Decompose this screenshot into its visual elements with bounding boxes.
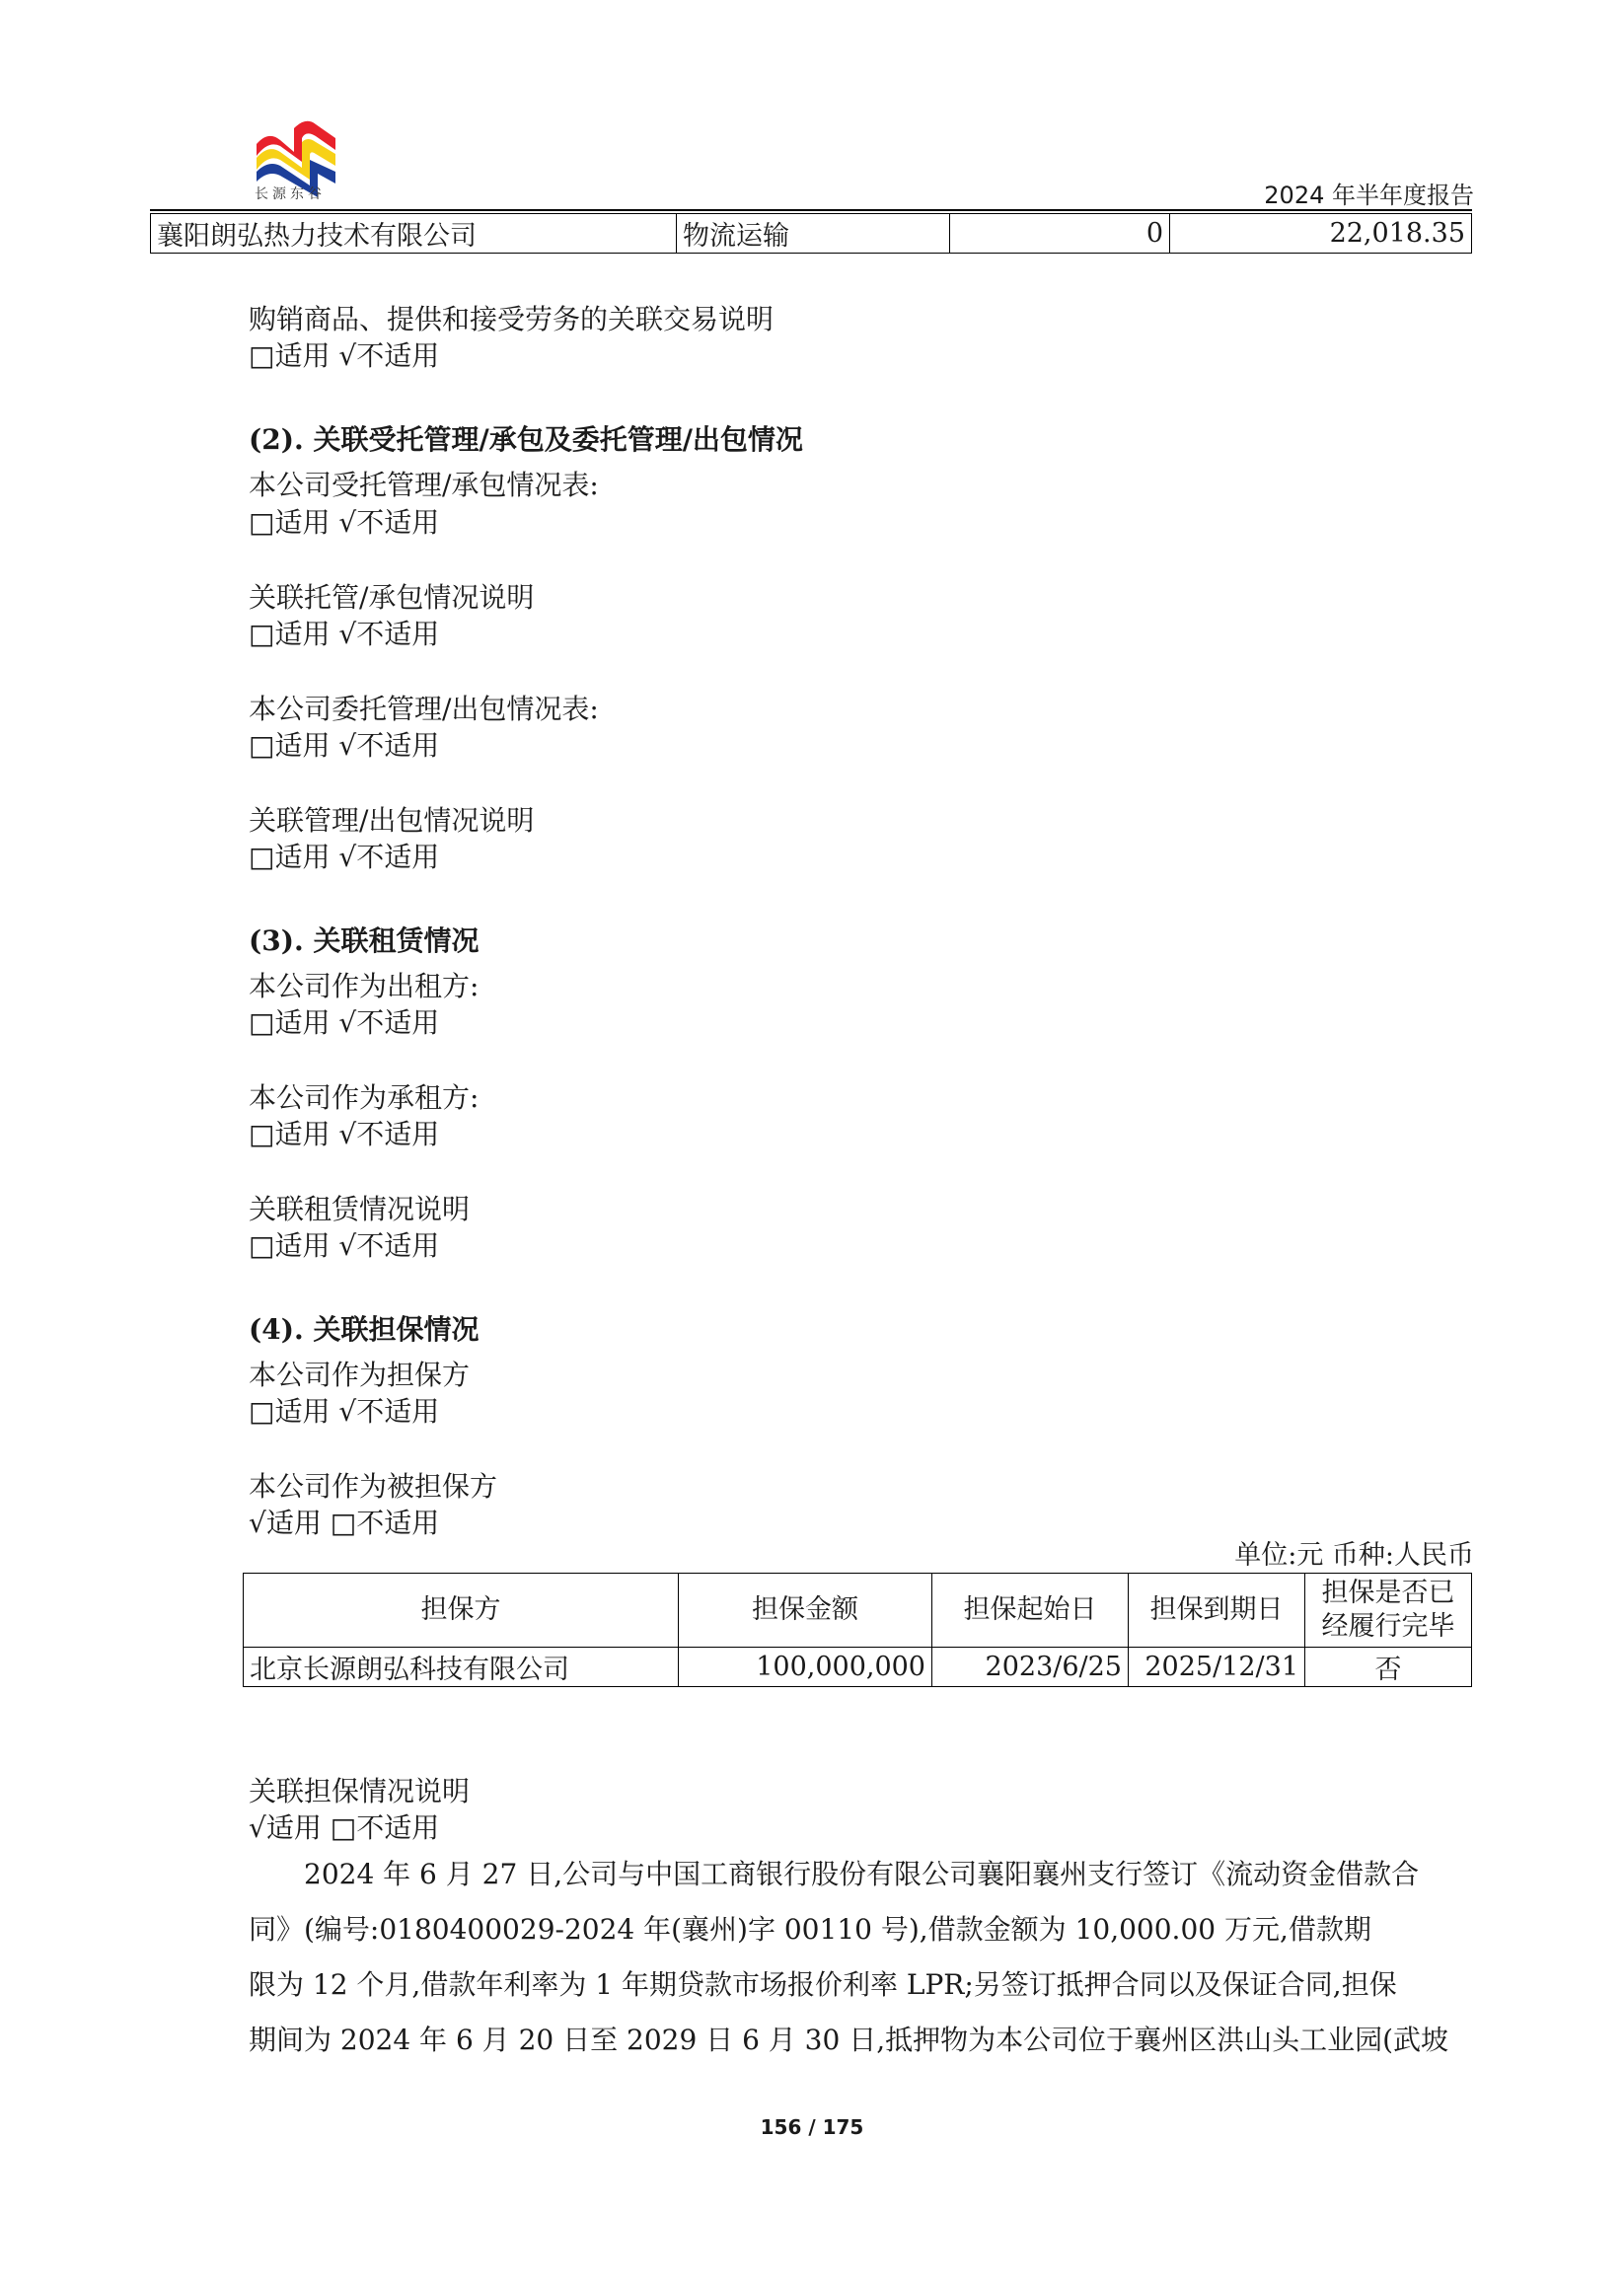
table-row [151,214,1472,254]
paragraph-line: 限为 12 个月,借款年利率为 1 年期贷款市场报价利率 LPR;另签订抵押合同以及保证合同,担保 [249,1968,1397,2001]
option-line: □适用 √不适用 [249,618,440,650]
table-row [244,1648,1472,1687]
paragraph-line: 2024 年 6 月 27 日,公司与中国工商银行股份有限公司襄阳襄州支行签订《流动资金借款合 [304,1858,1420,1890]
column-header-line: 担保是否已 [1321,1578,1455,1608]
guarantee-table [243,1573,1472,1687]
unit-currency-line: 单位:元 币种:人民币 [1234,1540,1474,1571]
text-line: 关联管理/出包情况说明 [249,804,535,837]
option-line: □适用 √不适用 [249,1118,440,1150]
text-line: 本公司作为担保方 [249,1359,471,1391]
logo-text: 长源东谷 [255,186,326,202]
table-cell: 100,000,000 [679,1648,932,1687]
text-line: 本公司受托管理/承包情况表: [249,469,599,501]
table-cell: 22,018.35 [1170,214,1472,254]
paragraph-line: 期间为 2024 年 6 月 20 日至 2029 日 6 月 30 日,抵押物为本公司位于襄州区洪山头工业园(武坡 [249,2024,1449,2056]
goods-note: 购销商品、提供和接受劳务的关联交易说明 [249,303,775,335]
option-line: □适用 √不适用 [249,1395,440,1428]
column-header: 担保金额 [679,1574,932,1648]
text-line: 关联担保情况说明 [249,1775,471,1807]
option-line: □适用 √不适用 [249,339,440,372]
table-cell: 2023/6/25 [932,1648,1129,1687]
option-line: √适用 □不适用 [249,1811,440,1844]
related-transaction-table [150,213,1472,254]
column-header-line: 经履行完毕 [1321,1611,1455,1642]
table-cell: 物流运输 [677,214,950,254]
guarantee-paragraph [249,1847,1472,2068]
table-cell: 襄阳朗弘热力技术有限公司 [151,214,677,254]
paragraph-line: 同》(编号:0180400029-2024 年(襄州)字 00110 号),借款金额为 10,000.00 万元,借款期 [249,1913,1371,1946]
option-line: □适用 √不适用 [249,1006,440,1039]
report-title: 2024 年半年度报告 [1264,182,1474,209]
table-cell: 否 [1305,1648,1472,1687]
table-header-row [244,1574,1472,1648]
text-line: 本公司作为出租方: [249,970,480,1002]
option-line: □适用 √不适用 [249,506,440,539]
text-line: 本公司作为被担保方 [249,1470,498,1503]
option-line: □适用 √不适用 [249,1229,440,1262]
column-header [1305,1574,1472,1648]
option-line: □适用 √不适用 [249,729,440,762]
page-number: 156 / 175 [760,2115,864,2139]
table-cell: 0 [950,214,1170,254]
option-line: □适用 √不适用 [249,841,440,873]
header-divider [150,209,1472,211]
table-cell: 北京长源朗弘科技有限公司 [244,1648,679,1687]
option-line: √适用 □不适用 [249,1507,440,1539]
column-header: 担保起始日 [932,1574,1129,1648]
table-cell: 2025/12/31 [1129,1648,1305,1687]
section-heading-3: (3). 关联租赁情况 [249,924,480,957]
text-line: 本公司作为承租方: [249,1081,480,1114]
text-line: 本公司委托管理/出包情况表: [249,693,599,725]
text-line: 关联租赁情况说明 [249,1193,471,1225]
column-header: 担保到期日 [1129,1574,1305,1648]
section-heading-2: (2). 关联受托管理/承包及委托管理/出包情况 [249,423,803,456]
section-heading-4: (4). 关联担保情况 [249,1313,480,1346]
text-line: 关联托管/承包情况说明 [249,581,535,614]
column-header: 担保方 [244,1574,679,1648]
